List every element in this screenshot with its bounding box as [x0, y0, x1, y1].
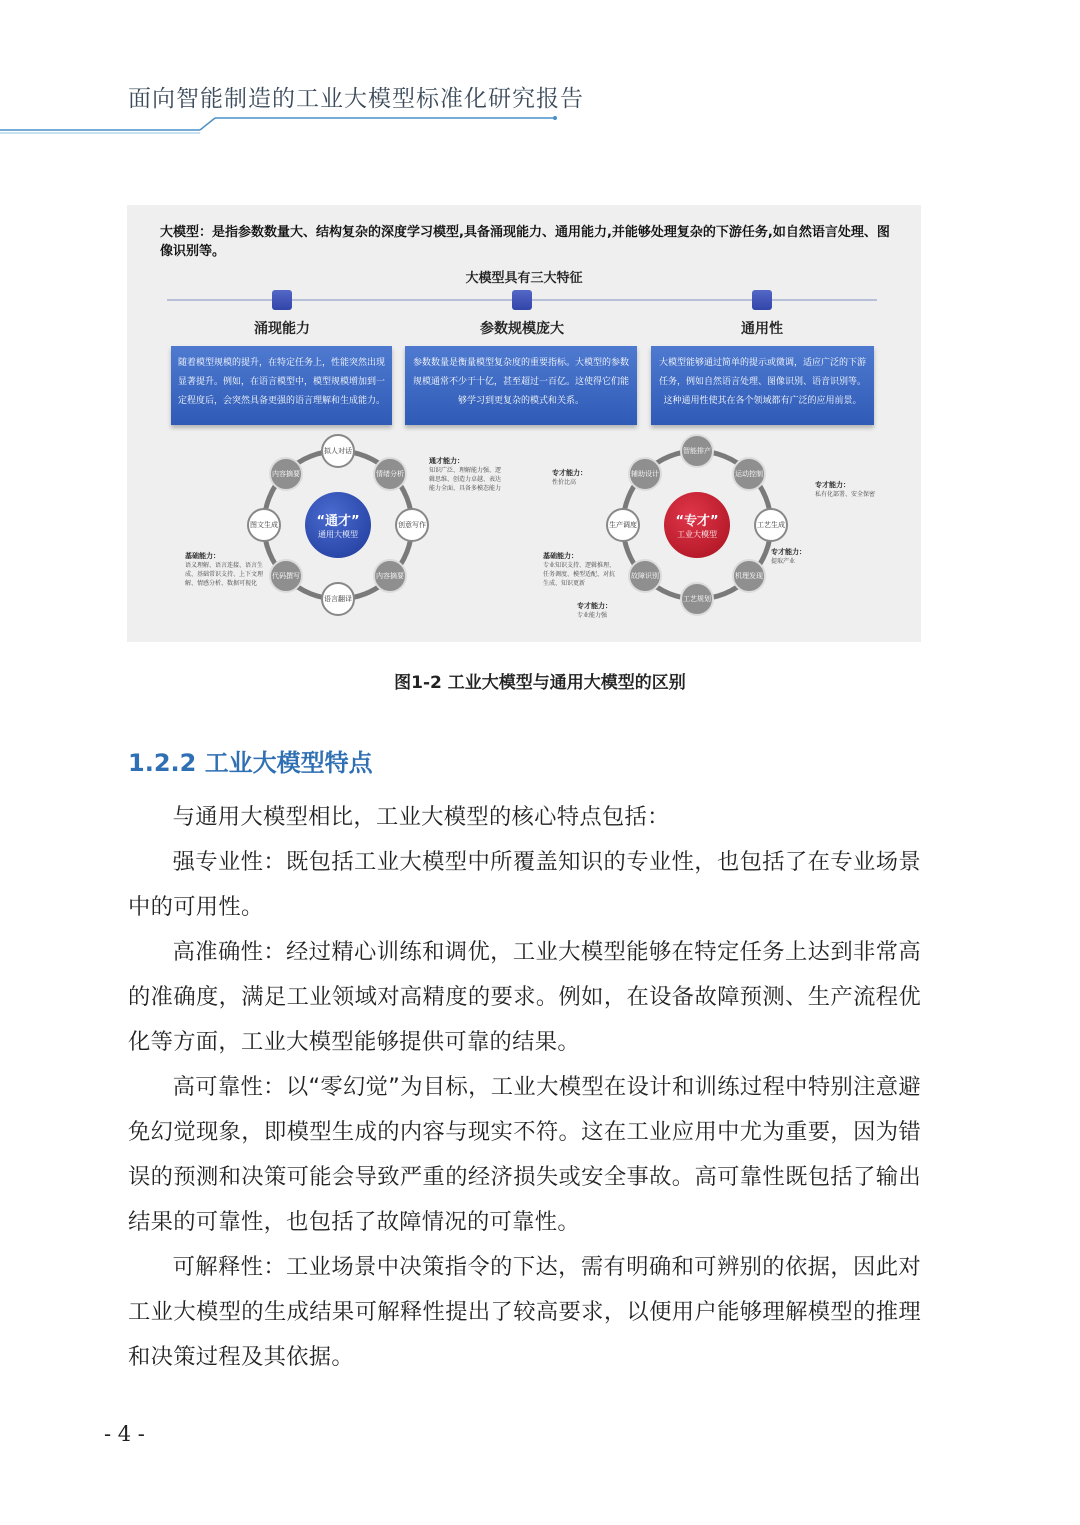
timeline-node [272, 290, 292, 310]
feature-title: 参数规模庞大 [480, 321, 564, 337]
center-quote: “通才” [316, 514, 360, 529]
document-header [0, 0, 1080, 140]
ring-node: 图文生成 [247, 508, 281, 542]
paragraph: 与通用大模型相比，工业大模型的核心特点包括： [172, 804, 670, 830]
capability-note: 通才能力： 知识广泛、理解能力强、逻辑思维、创造力卓越、表达能力全面、具备多模态能力 [429, 457, 502, 492]
figure-caption: 图1-2 工业大模型与通用大模型的区别 [394, 673, 686, 693]
capability-note: 专才能力： 性价比高 [552, 469, 587, 486]
ring-node: 内容摘要 [269, 457, 303, 491]
feature-box: 随着模型规模的提升，在特定任务上，性能突然出现显著提升。例如，在语言模型中，模型规模增加到一定程度后，会突然具备更强的语言理解和生成能力。 [171, 346, 392, 425]
general-model-center [305, 492, 371, 558]
figure-subtitle: 大模型具有三大特征 [465, 271, 583, 286]
feature-box: 参数数量是衡量模型复杂度的重要指标。大模型的参数规模通常不少于十亿，甚至超过一百亿。这使得它们能够学习到更复杂的模式和关系。 [405, 346, 637, 425]
ring-node: 创意写作 [395, 508, 429, 542]
general-model-ring [238, 437, 438, 612]
ring-node: 智能排产 [680, 434, 714, 468]
ring-node: 情绪分析 [373, 457, 407, 491]
body-text [128, 795, 921, 1380]
ring-node: 机理发现 [732, 559, 766, 593]
ring-node: 生产调度 [606, 508, 640, 542]
ring-node: 运动控制 [732, 457, 766, 491]
paragraph: 高可靠性：以“零幻觉”为目标，工业大模型在设计和训练过程中特别注意避免幻觉现象，即模型生成的内容与现实不符。这在工业应用中尤为重要，因为错误的预测和决策可能会导致严重的经济损失或安全事故。高可靠性既包括了输出结果的可靠性，也包括了故障情况的可靠性。 [128, 1074, 921, 1235]
ring-node: 辅助设计 [628, 457, 662, 491]
center-label: 工业大模型 [677, 530, 717, 539]
paragraph: 高准确性：经过精心训练和调优，工业大模型能够在特定任务上达到非常高的准确度，满足工业领域对高精度的要求。例如，在设备故障预测、生产流程优化等方面，工业大模型能够提供可靠的结果。 [128, 939, 921, 1055]
capability-note: 专才能力： 私有化部署、安全保密 [815, 481, 876, 498]
center-quote: “专才” [675, 514, 719, 529]
page-number: - 4 - [104, 1422, 145, 1446]
ring-node: 工艺生成 [754, 508, 788, 542]
timeline-node [752, 290, 772, 310]
ring-node: 工艺规划 [680, 582, 714, 616]
feature-box: 大模型能够通过简单的提示或微调，适应广泛的下游任务，例如自然语言处理、图像识别、语音识别等。这种通用性使其在各个领域都有广泛的应用前景。 [651, 346, 874, 425]
feature-title: 通用性 [741, 321, 783, 337]
center-label: 通用大模型 [318, 530, 358, 539]
timeline-node [512, 290, 532, 310]
figure-llm-comparison [127, 205, 921, 642]
ring-node: 代码撰写 [269, 559, 303, 593]
header-title: 面向智能制造的工业大模型标准化研究报告 [128, 86, 584, 112]
figure-definition: 大模型：是指参数数量大、结构复杂的深度学习模型,具备涌现能力、通用能力,并能够处理复杂的下游任务,如自然语言处理、图像识别等。 [160, 225, 890, 259]
ring-node: 语言翻译 [321, 582, 355, 616]
paragraph: 强专业性：既包括工业大模型中所覆盖知识的专业性，也包括了在专业场景中的可用性。 [128, 849, 921, 920]
capability-note: 基础能力： 语义理解、语言连接、语言生成、基础常识支持、上下文理解、情感分析、数据可视化 [185, 552, 264, 587]
ring-node: 内容摘要 [373, 559, 407, 593]
ring-node: 拟人对话 [321, 434, 355, 468]
capability-note: 专才能力： 专业能力强 [577, 602, 612, 619]
feature-title: 涌现能力 [254, 321, 310, 337]
section-heading: 1.2.2 工业大模型特点 [128, 749, 373, 777]
industrial-model-ring [597, 437, 797, 612]
capability-note: 基础能力： 专业知识支持、逻辑推理、任务调度、模型适配、对抗生成、知识更新 [543, 552, 616, 587]
industrial-model-center [664, 492, 730, 558]
header-rule [0, 112, 560, 136]
ring-node: 故障识别 [628, 559, 662, 593]
capability-note: 专才能力： 提取产业 [771, 548, 806, 565]
paragraph: 可解释性：工业场景中决策指令的下达，需有明确和可辨别的依据，因此对工业大模型的生成结果可解释性提出了较高要求，以便用户能够理解模型的推理和决策过程及其依据。 [128, 1254, 921, 1370]
